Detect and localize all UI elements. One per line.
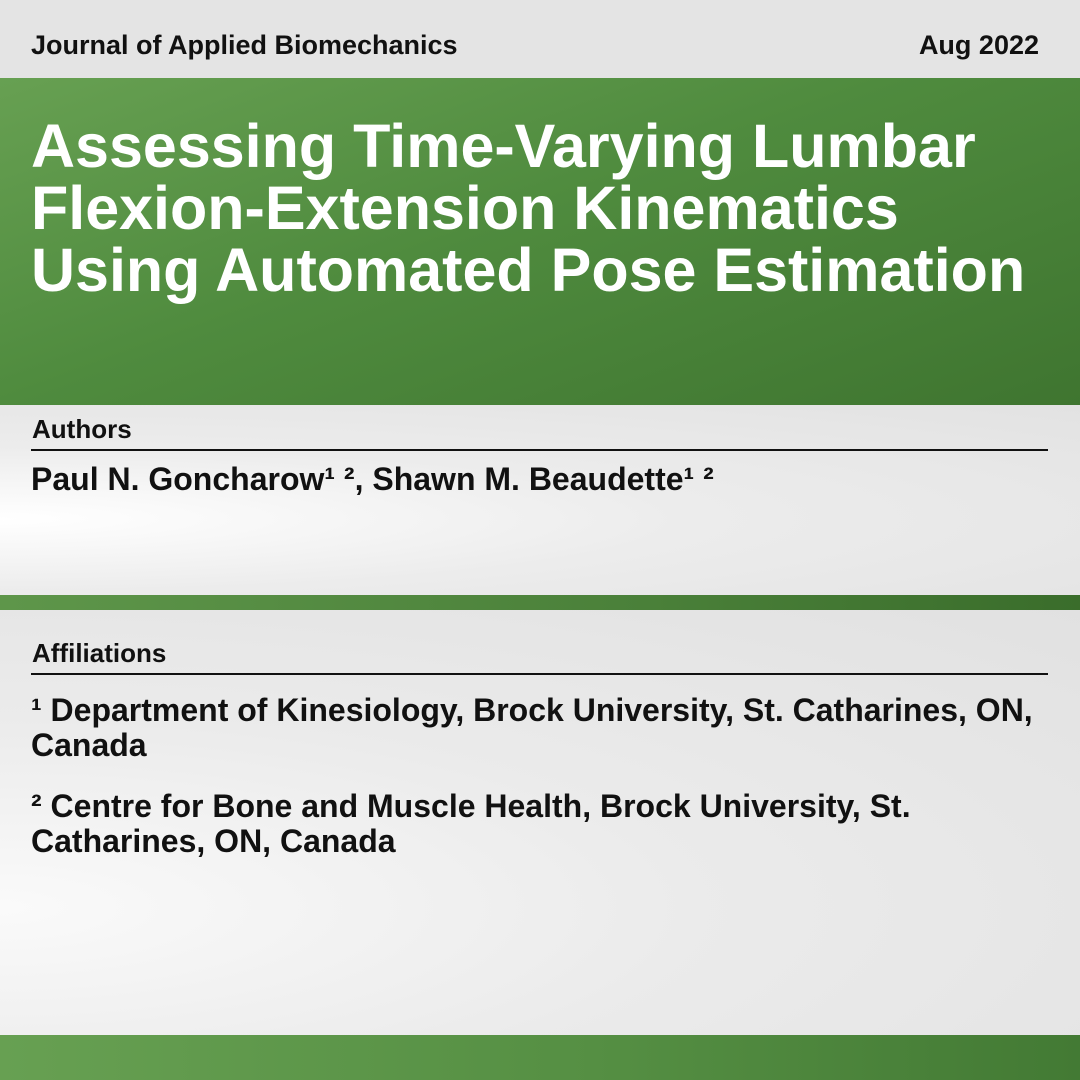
affiliation-item: ² Centre for Bone and Muscle Health, Brock University, St. Catharines, ON, Canada (31, 788, 911, 859)
authors-panel (0, 405, 1080, 595)
affiliations-heading: Affiliations (32, 638, 167, 668)
authors-rule (31, 449, 1048, 451)
authors-list: Paul N. Goncharow¹ ², Shawn M. Beaudette¹ ² (31, 461, 714, 497)
paper-title: Assessing Time-Varying Lumbar Flexion-Extension Kinematics Using Automated Pose Estimation (31, 112, 1026, 304)
journal-header-bar (0, 0, 1080, 78)
affiliations-rule (31, 673, 1048, 675)
section-divider (0, 595, 1080, 610)
affiliation-item: ¹ Department of Kinesiology, Brock University, St. Catharines, ON, Canada (31, 692, 1033, 763)
footer-band (0, 1035, 1080, 1080)
journal-name: Journal of Applied Biomechanics (31, 30, 458, 60)
publication-date: Aug 2022 (918, 30, 1039, 60)
authors-heading: Authors (32, 414, 132, 444)
